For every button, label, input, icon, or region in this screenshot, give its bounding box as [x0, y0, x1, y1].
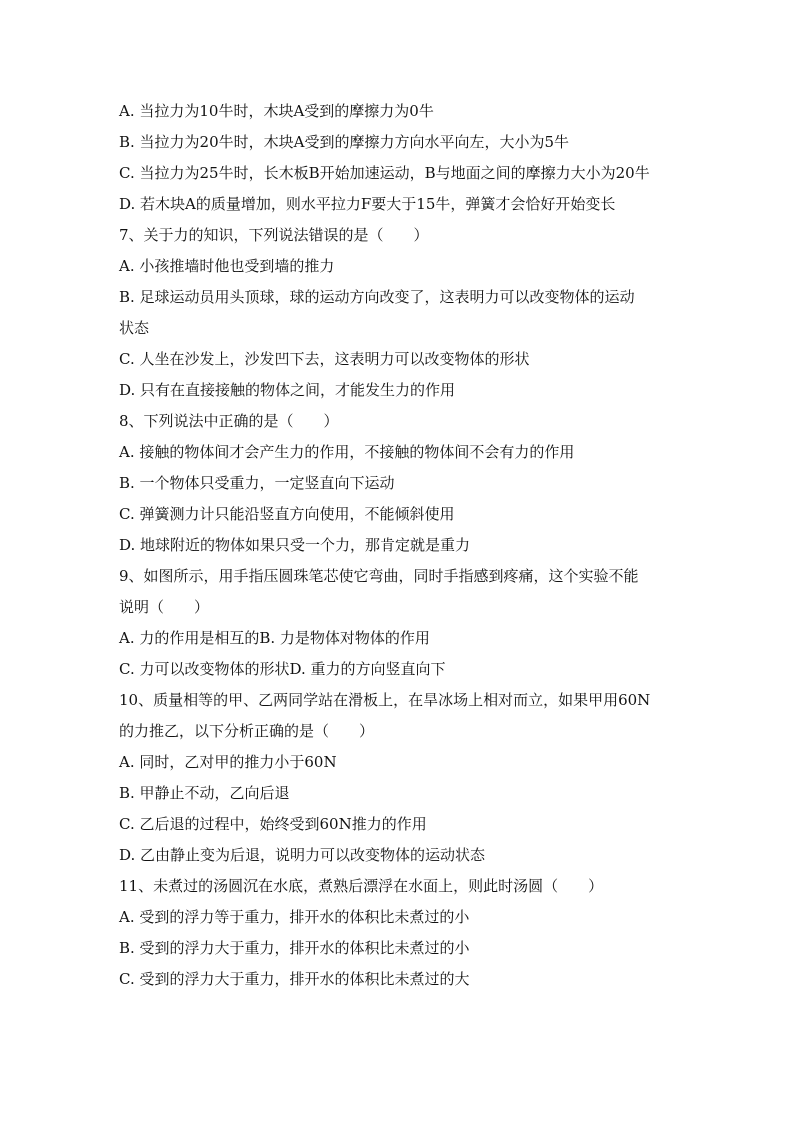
question-10: 10、质量相等的甲、乙两同学站在滑板上，在旱冰场上相对而立，如果甲用60N — [119, 691, 651, 709]
option-7b: B. 足球运动员用头顶球，球的运动方向改变了，这表明力可以改变物体的运动 — [119, 288, 635, 306]
option-7c: C. 人坐在沙发上，沙发凹下去，这表明力可以改变物体的形状 — [119, 350, 530, 368]
option-6c: C. 当拉力为25牛时，长木板B开始加速运动，B与地面之间的摩擦力大小为20牛 — [119, 164, 650, 182]
option-10c: C. 乙后退的过程中，始终受到60N推力的作用 — [119, 815, 427, 833]
option-7b-cont: 状态 — [119, 319, 150, 337]
option-6a: A. 当拉力为10牛时，木块A受到的摩擦力为0牛 — [119, 102, 434, 120]
option-11a: A. 受到的浮力等于重力，排开水的体积比未煮过的小 — [119, 908, 470, 926]
option-7d: D. 只有在直接接触的物体之间，才能发生力的作用 — [119, 381, 456, 399]
option-8c: C. 弹簧测力计只能沿竖直方向使用，不能倾斜使用 — [119, 505, 455, 523]
option-6b: B. 当拉力为20牛时，木块A受到的摩擦力方向水平向左，大小为5牛 — [119, 133, 570, 151]
question-11: 11、未煮过的汤圆沉在水底，煮熟后漂浮在水面上，则此时汤圆（ ） — [119, 877, 604, 895]
question-7: 7、关于力的知识，下列说法错误的是（ ） — [119, 226, 429, 244]
option-9ab: A. 力的作用是相互的B. 力是物体对物体的作用 — [119, 629, 430, 647]
option-11b: B. 受到的浮力大于重力，排开水的体积比未煮过的小 — [119, 939, 470, 957]
question-9-cont: 说明（ ） — [119, 598, 210, 616]
option-7a: A. 小孩推墙时他也受到墙的推力 — [119, 257, 335, 275]
option-11c: C. 受到的浮力大于重力，排开水的体积比未煮过的大 — [119, 970, 470, 988]
option-10a: A. 同时，乙对甲的推力小于60N — [119, 753, 337, 771]
option-8a: A. 接触的物体间才会产生力的作用，不接触的物体间不会有力的作用 — [119, 443, 575, 461]
option-6d: D. 若木块A的质量增加，则水平拉力F要大于15牛，弹簧才会恰好开始变长 — [119, 195, 616, 213]
question-9: 9、如图所示，用手指压圆珠笔芯使它弯曲，同时手指感到疼痛，这个实验不能 — [119, 567, 639, 585]
option-8b: B. 一个物体只受重力，一定竖直向下运动 — [119, 474, 395, 492]
option-10d: D. 乙由静止变为后退，说明力可以改变物体的运动状态 — [119, 846, 486, 864]
option-10b: B. 甲静止不动，乙向后退 — [119, 784, 290, 802]
option-9cd: C. 力可以改变物体的形状D. 重力的方向竖直向下 — [119, 660, 446, 678]
option-8d: D. 地球附近的物体如果只受一个力，那肯定就是重力 — [119, 536, 471, 554]
question-8: 8、下列说法中正确的是（ ） — [119, 412, 339, 430]
question-10-cont: 的力推乙，以下分析正确的是（ ） — [119, 722, 375, 740]
